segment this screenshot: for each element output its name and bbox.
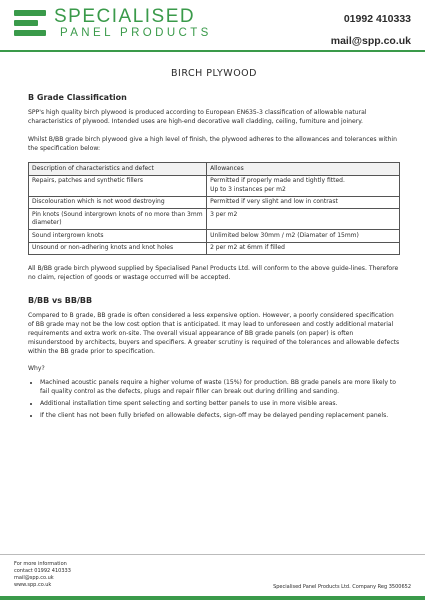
logo-stripe (14, 30, 46, 36)
page-header (0, 0, 425, 50)
table-cell: Unlimited below 30mm / m2 (Diamater of 15mm) (207, 230, 400, 243)
table-row (29, 242, 400, 255)
company-logo (14, 8, 214, 44)
paragraph-tolerances: Whilst B/BB grade birch plywood give a high level of finish, the plywood adheres to the allowances and tolerances within the specification below: (28, 136, 397, 152)
logo-stripe (14, 20, 38, 26)
list-item: • Additional installation time spent selecting and sorting better panels to use in more visible areas. (40, 399, 400, 408)
header-rule (0, 50, 425, 52)
table-row (29, 196, 400, 209)
table-cell: Repairs, patches and synthetic fillers (29, 175, 207, 196)
table-cell: Unsound or non-adhering knots and knot holes (29, 242, 207, 255)
why-label: Why? (28, 365, 45, 372)
logo-stripe (14, 10, 46, 16)
paragraph-comparison: Compared to B grade, BB grade is often considered a less expensive option. However, a poorly considered specification of BB grade may not be the low cost option that is anticipated. It may lead to unforeseen and costly additional material requirements and extra work on-site. The overall visual appearance of BB grade panels (on paper) is often misunderstood by architects, buyers and specifiers. A greater scrutiny is required of the tolerances and allowable defects within the BB grade prior to specification. (28, 312, 400, 355)
list-item: • If the client has not been fully briefed on allowable defects, sign-off may be delayed pending replacement panels. (40, 411, 400, 420)
table-cell: Sound intergrown knots (29, 230, 207, 243)
footer-contact (14, 561, 71, 589)
table-header-row (29, 163, 400, 176)
column-header-allowances: Allowances (207, 163, 400, 176)
section-heading-comparison: B/BB vs BB/BB (28, 296, 93, 305)
footer-phone: contact 01992 410333 (14, 568, 71, 574)
document-body (28, 68, 400, 423)
footer-rule (0, 596, 425, 600)
header-contact (331, 13, 411, 47)
table-cell: Pin knots (Sound intergrown knots of no more than 3mm diameter) (29, 209, 207, 230)
section-heading-b-grade: B Grade Classification (28, 93, 127, 102)
table-cell: Discolouration which is not wood destroying (29, 196, 207, 209)
footer-email: mail@spp.co.uk (14, 575, 54, 581)
table-cell: Permitted if very slight and low in contrast (207, 196, 400, 209)
logo-stripes-icon (14, 10, 48, 40)
column-header-description: Description of characteristics and defect (29, 163, 207, 176)
header-email: mail@spp.co.uk (330, 35, 411, 47)
footer-company-reg: Specialised Panel Products Ltd. Company Reg 3500652 (273, 584, 411, 590)
logo-name: SPECIALISED (54, 6, 196, 27)
list-item: • Machined acoustic panels require a higher volume of waste (15%) for production. BB grade panels are more likely to fail quality control as the defects, plugs and repair filler can break out during drilling and sanding. (40, 378, 400, 396)
logo-subtitle: PANEL PRODUCTS (60, 27, 212, 39)
header-phone: 01992 410333 (343, 13, 411, 25)
footer-divider (0, 554, 425, 555)
footer-info-label: For more information (14, 561, 67, 567)
table-row (29, 209, 400, 230)
table-cell: 3 per m2 (207, 209, 400, 230)
table-row (29, 175, 400, 196)
document-title: BIRCH PLYWOOD (171, 68, 257, 79)
table-cell: Permitted if properly made and tightly fitted. Up to 3 instances per m2 (207, 175, 400, 196)
paragraph-conformance: All B/BB grade birch plywood supplied by Specialised Panel Products Ltd. will conform to the above guide-lines. Therefore no claim, rejection of goods or wastage occurred will be accepted. (28, 265, 399, 281)
table-cell: 2 per m2 at 6mm if filled (207, 242, 400, 255)
reasons-list (28, 378, 400, 420)
allowances-table (28, 162, 400, 255)
table-row (29, 230, 400, 243)
footer-website: www.spp.co.uk (14, 582, 52, 588)
paragraph-intro: SPP's high quality birch plywood is produced according to European EN635-3 classification of allowable natural characteristics of plywood. Intended uses are high-end decorative wall cladding, ceiling, furniture and joinery. (28, 109, 367, 125)
